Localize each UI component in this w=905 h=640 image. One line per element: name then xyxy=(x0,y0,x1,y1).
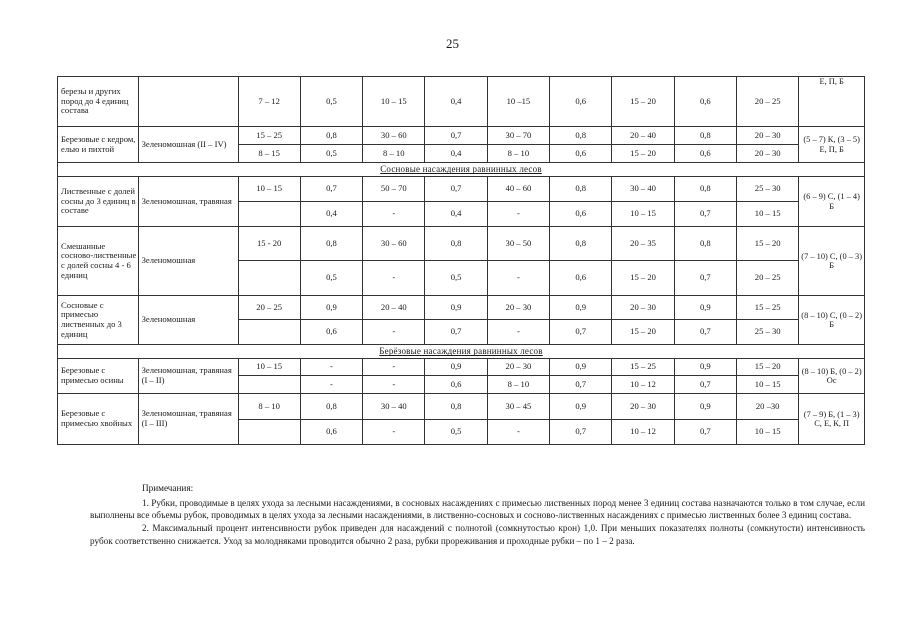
value-cell xyxy=(238,320,300,345)
species-cell: Березовые с примесью хвойных xyxy=(58,394,139,445)
notes-heading: Примечания: xyxy=(142,483,194,493)
value-cell: 0,6 xyxy=(550,261,612,296)
value-cell: 20 – 40 xyxy=(363,296,425,320)
value-cell: 0,9 xyxy=(550,296,612,320)
composition-cell: (8 – 10) С, (0 – 2) Б xyxy=(799,296,865,345)
value-cell: 0,9 xyxy=(674,296,736,320)
value-cell: 10 – 15 xyxy=(363,77,425,127)
value-cell: 0,8 xyxy=(300,127,362,145)
notes-section xyxy=(90,482,865,547)
value-cell: 0,7 xyxy=(674,261,736,296)
value-cell: - xyxy=(300,359,362,376)
value-cell: 0,7 xyxy=(674,320,736,345)
value-cell: - xyxy=(363,376,425,394)
value-cell: 0,9 xyxy=(300,296,362,320)
value-cell: 0,6 xyxy=(550,77,612,127)
value-cell: 8 – 10 xyxy=(487,145,549,163)
value-cell: 0,5 xyxy=(300,261,362,296)
value-cell: 10 – 15 xyxy=(737,376,799,394)
value-cell: 30 – 40 xyxy=(363,394,425,420)
section-row xyxy=(58,163,865,177)
value-cell: 0,5 xyxy=(425,420,487,445)
value-cell: 0,9 xyxy=(425,296,487,320)
value-cell: 30 – 45 xyxy=(487,394,549,420)
value-cell: 0,8 xyxy=(550,177,612,202)
value-cell: 0,7 xyxy=(550,420,612,445)
table-row xyxy=(58,177,865,202)
value-cell: - xyxy=(363,359,425,376)
value-cell: 30 – 60 xyxy=(363,227,425,261)
composition-cell: (6 – 9) С, (1 – 4) Б xyxy=(799,177,865,227)
value-cell: - xyxy=(363,202,425,227)
table-row xyxy=(58,227,865,261)
species-cell: Лиственные с долей сосны до 3 единиц в составе xyxy=(58,177,139,227)
value-cell: 15 – 25 xyxy=(737,296,799,320)
composition-cell: Е, П, Б xyxy=(799,77,865,127)
value-cell: 10 –15 xyxy=(487,77,549,127)
forest-type-cell: Зеленомошная (II – IV) xyxy=(138,127,238,163)
value-cell: 30 – 60 xyxy=(363,127,425,145)
value-cell: 15 – 25 xyxy=(238,127,300,145)
value-cell: 0,4 xyxy=(300,202,362,227)
forest-type-cell: Зеленомошная xyxy=(138,227,238,296)
value-cell: 0,5 xyxy=(425,261,487,296)
value-cell: 30 – 70 xyxy=(487,127,549,145)
value-cell: 0,9 xyxy=(674,359,736,376)
value-cell: 20 – 25 xyxy=(737,261,799,296)
value-cell: 40 – 60 xyxy=(487,177,549,202)
thinning-table xyxy=(57,76,865,445)
value-cell: 10 – 15 xyxy=(737,420,799,445)
value-cell: 15 – 20 xyxy=(612,261,674,296)
value-cell xyxy=(238,202,300,227)
page-number: 25 xyxy=(446,36,459,51)
section-row xyxy=(58,345,865,359)
value-cell: 15 – 20 xyxy=(612,320,674,345)
note-paragraph: 1. Рубки, проводимые в целях ухода за лесными насаждениями, в сосновых насаждениях с примесью лиственных пород менее 3 единиц состава назначаются только в том случае, если выполнены все объемы рубок, проводимых в целях ухода за лесными насаждениями, в лиственно-сосновых и сосново-лиственных насаждениях с примесью лиственных более 3 единиц состава. xyxy=(90,497,865,521)
value-cell: 30 – 50 xyxy=(487,227,549,261)
species-cell: Березовые с кедром, елью и пихтой xyxy=(58,127,139,163)
value-cell: 20 – 30 xyxy=(612,394,674,420)
value-cell: 15 – 20 xyxy=(612,77,674,127)
value-cell: 0,4 xyxy=(425,202,487,227)
value-cell: 20 – 30 xyxy=(487,359,549,376)
value-cell: 0,7 xyxy=(550,320,612,345)
value-cell: 0,7 xyxy=(425,127,487,145)
value-cell: 0,5 xyxy=(300,77,362,127)
value-cell: 20 – 30 xyxy=(487,296,549,320)
value-cell: 0,6 xyxy=(674,145,736,163)
value-cell: 20 –30 xyxy=(737,394,799,420)
value-cell: 0,6 xyxy=(425,376,487,394)
value-cell: 15 – 25 xyxy=(612,359,674,376)
value-cell: 0,6 xyxy=(550,145,612,163)
value-cell: 0,8 xyxy=(550,227,612,261)
value-cell: 0,9 xyxy=(674,394,736,420)
value-cell: 0,6 xyxy=(300,420,362,445)
value-cell: 0,8 xyxy=(300,227,362,261)
value-cell: 20 – 30 xyxy=(737,145,799,163)
value-cell: 20 – 30 xyxy=(612,296,674,320)
species-cell: Березовые с примесью осины xyxy=(58,359,139,394)
composition-cell: (7 – 10) С, (0 – 3) Б xyxy=(799,227,865,296)
value-cell: 0,7 xyxy=(674,202,736,227)
value-cell: 0,7 xyxy=(550,376,612,394)
value-cell: - xyxy=(300,376,362,394)
value-cell: 10 – 15 xyxy=(238,177,300,202)
value-cell: - xyxy=(487,261,549,296)
value-cell: 10 – 15 xyxy=(737,202,799,227)
value-cell: 15 – 20 xyxy=(737,227,799,261)
value-cell: 0,5 xyxy=(300,145,362,163)
value-cell: 0,8 xyxy=(425,394,487,420)
value-cell: 0,6 xyxy=(674,77,736,127)
table-row xyxy=(58,394,865,420)
composition-cell: (8 – 10) Б, (0 – 2) Ос xyxy=(799,359,865,394)
value-cell: 8 – 15 xyxy=(238,145,300,163)
value-cell: 0,8 xyxy=(550,127,612,145)
forest-type-cell xyxy=(138,77,238,127)
species-cell: Смешанные сосново-лиственные с долей сосны 4 - 6 единиц xyxy=(58,227,139,296)
value-cell: 25 – 30 xyxy=(737,177,799,202)
table-row xyxy=(58,359,865,376)
value-cell: 15 – 20 xyxy=(737,359,799,376)
value-cell: 20 – 35 xyxy=(612,227,674,261)
table-row xyxy=(58,127,865,145)
value-cell: 0,8 xyxy=(674,127,736,145)
species-cell: березы и других пород до 4 единиц состава xyxy=(58,77,139,127)
forest-type-cell: Зеленомошная, травяная xyxy=(138,177,238,227)
value-cell: - xyxy=(487,320,549,345)
value-cell: 0,7 xyxy=(674,376,736,394)
value-cell: 0,7 xyxy=(300,177,362,202)
forest-type-cell: Зеленомошная, травяная (I – II) xyxy=(138,359,238,394)
value-cell: 20 – 40 xyxy=(612,127,674,145)
value-cell: 0,8 xyxy=(300,394,362,420)
value-cell: 8 – 10 xyxy=(487,376,549,394)
value-cell: 0,4 xyxy=(425,77,487,127)
value-cell: 0,6 xyxy=(300,320,362,345)
value-cell: 15 – 20 xyxy=(612,145,674,163)
value-cell: - xyxy=(487,420,549,445)
value-cell: 50 – 70 xyxy=(363,177,425,202)
value-cell: 0,7 xyxy=(425,320,487,345)
value-cell: - xyxy=(363,420,425,445)
species-cell: Сосновые с примесью лиственных до 3 единиц xyxy=(58,296,139,345)
value-cell xyxy=(238,420,300,445)
section-heading: Берёзовые насаждения равнинных лесов xyxy=(58,345,865,359)
value-cell: 10 – 12 xyxy=(612,376,674,394)
value-cell: 0,9 xyxy=(550,394,612,420)
value-cell: - xyxy=(363,261,425,296)
value-cell xyxy=(238,261,300,296)
value-cell: 8 – 10 xyxy=(238,394,300,420)
value-cell: 0,9 xyxy=(550,359,612,376)
value-cell: 0,6 xyxy=(550,202,612,227)
value-cell: 8 – 10 xyxy=(363,145,425,163)
value-cell: 7 – 12 xyxy=(238,77,300,127)
value-cell: - xyxy=(487,202,549,227)
composition-cell: (5 – 7) К, (3 – 5) Е, П, Б xyxy=(799,127,865,163)
value-cell: 0,7 xyxy=(674,420,736,445)
value-cell: 0,8 xyxy=(674,227,736,261)
value-cell xyxy=(238,376,300,394)
value-cell: 10 – 12 xyxy=(612,420,674,445)
value-cell: 0,8 xyxy=(425,227,487,261)
value-cell: 0,8 xyxy=(674,177,736,202)
section-heading: Сосновые насаждения равнинных лесов xyxy=(58,163,865,177)
value-cell: 10 – 15 xyxy=(612,202,674,227)
value-cell: 0,4 xyxy=(425,145,487,163)
value-cell: 20 – 30 xyxy=(737,127,799,145)
composition-cell: (7 – 9) Б, (1 – 3) С, Е, К, П xyxy=(799,394,865,445)
value-cell: 20 – 25 xyxy=(238,296,300,320)
note-paragraph: 2. Максимальный процент интенсивности рубок приведен для насаждений с полнотой (сомкнутостью крон) 1,0. При меньших показателях полноты (сомкнутости) интенсивность рубок соответственно снижается. Уход за молодняками проводится обычно 2 раза, рубки прореживания и проходные рубки – по 1 – 2 раза. xyxy=(90,523,865,546)
value-cell: 15 - 20 xyxy=(238,227,300,261)
table-row xyxy=(58,77,865,127)
forest-type-cell: Зеленомошная, травяная (I – III) xyxy=(138,394,238,445)
value-cell: 10 – 15 xyxy=(238,359,300,376)
table-row xyxy=(58,296,865,320)
value-cell: 30 – 40 xyxy=(612,177,674,202)
value-cell: 25 – 30 xyxy=(737,320,799,345)
value-cell: - xyxy=(363,320,425,345)
value-cell: 0,7 xyxy=(425,177,487,202)
value-cell: 0,9 xyxy=(425,359,487,376)
forest-type-cell: Зеленомошная xyxy=(138,296,238,345)
value-cell: 20 – 25 xyxy=(737,77,799,127)
